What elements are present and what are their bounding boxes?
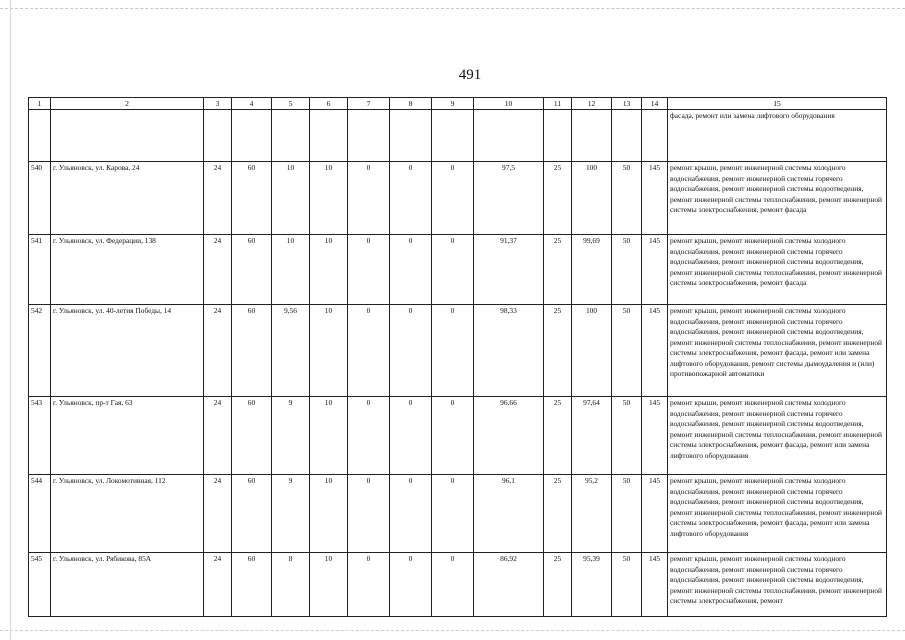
cell-col12: 100 [572,162,612,235]
cell-col10: 98,33 [474,305,544,397]
cell-col8: 0 [390,305,432,397]
cell-col7: 0 [348,475,390,553]
column-header: 2 [51,98,204,110]
cell-col7: 0 [348,235,390,305]
cell-col3: 24 [204,235,232,305]
column-header: 12 [572,98,612,110]
cell-col4: 60 [232,397,272,475]
column-header: 6 [310,98,348,110]
cell-col12: 100 [572,305,612,397]
column-header: 1 [29,98,51,110]
cell-col5: 10 [272,162,310,235]
cell-col13: 50 [612,305,642,397]
cell-col13: 50 [612,553,642,617]
building-address: г. Ульяновск, ул. 40-летия Победы, 14 [51,305,204,397]
column-header: 9 [432,98,474,110]
continued-row [29,110,887,162]
cell-col10: 91,37 [474,235,544,305]
cell-col4: 60 [232,305,272,397]
building-address: г. Ульяновск, ул. Федерации, 138 [51,235,204,305]
row-number: 545 [29,553,51,617]
cell-col7: 0 [348,162,390,235]
cell-col6: 10 [310,235,348,305]
column-header: 4 [232,98,272,110]
cell-col13: 50 [612,475,642,553]
cell-col9: 0 [432,305,474,397]
cell-col8: 0 [390,162,432,235]
works-list: ремонт крыши, ремонт инженерной системы холодного водоснабжения, ремонт инженерной системы горячего водоснабжения, ремонт инженерной системы водоотведения, ремонт инженерной системы теплоснабжения, ремонт инженерной системы электроснабжения, ремонт фасада [668,162,887,235]
cell-col13: 50 [612,397,642,475]
cell-col6: 10 [310,162,348,235]
row-number: 541 [29,235,51,305]
cell-col10: 97,5 [474,162,544,235]
cell-col9: 0 [432,553,474,617]
cell-col12: 95,39 [572,553,612,617]
cell-col3: 24 [204,397,232,475]
cell-col12: 97,64 [572,397,612,475]
table-row [29,397,887,475]
cell-col14: 145 [642,305,668,397]
row-number: 544 [29,475,51,553]
scan-left-edge [10,0,11,640]
building-address: г. Ульяновск, ул. Карова, 24 [51,162,204,235]
cell-col12: 95,2 [572,475,612,553]
works-list: фасада, ремонт или замена лифтового оборудования [668,110,887,162]
cell-col5: 8 [272,553,310,617]
cell-col9: 0 [432,235,474,305]
cell-col8: 0 [390,475,432,553]
cell-col14: 145 [642,475,668,553]
cell-col6: 10 [310,475,348,553]
cell-col10: 86,92 [474,553,544,617]
cell-col6: 10 [310,553,348,617]
cell-col8: 0 [390,397,432,475]
table-row [29,475,887,553]
cell-col7: 0 [348,305,390,397]
table-row [29,235,887,305]
table-row [29,553,887,617]
page-number: 491 [458,67,482,83]
cell-col11: 25 [544,553,572,617]
repair-program-table [28,97,887,617]
cell-col8: 0 [390,553,432,617]
table-row [29,162,887,235]
column-header: 14 [642,98,668,110]
cell-col3: 24 [204,475,232,553]
cell-col11: 25 [544,162,572,235]
cell-col11: 25 [544,235,572,305]
cell-col5: 9 [272,397,310,475]
cell-col13: 50 [612,235,642,305]
cell-col6: 10 [310,397,348,475]
column-header: 10 [474,98,544,110]
works-list: ремонт крыши, ремонт инженерной системы холодного водоснабжения, ремонт инженерной системы горячего водоснабжения, ремонт инженерной системы водоотведения, ремонт инженерной системы теплоснабжения, ремонт инженерной системы электроснабжения, ремонт фасада [668,235,887,305]
cell-col3: 24 [204,553,232,617]
cell-col4: 60 [232,553,272,617]
works-list: ремонт крыши, ремонт инженерной системы холодного водоснабжения, ремонт инженерной системы горячего водоснабжения, ремонт инженерной системы водоотведения, ремонт инженерной системы теплоснабжения, ремонт инженерной системы электроснабжения, ремонт фасада, ремонт или замена лифтового оборудования [668,475,887,553]
header-row [29,98,887,110]
column-header: 5 [272,98,310,110]
cell-col12: 99,69 [572,235,612,305]
cell-col11: 25 [544,397,572,475]
cell-col5: 9 [272,475,310,553]
cell-col9: 0 [432,397,474,475]
column-header: 13 [612,98,642,110]
row-number: 540 [29,162,51,235]
cell-col7: 0 [348,553,390,617]
cell-col4: 60 [232,162,272,235]
works-list: ремонт крыши, ремонт инженерной системы холодного водоснабжения, ремонт инженерной системы горячего водоснабжения, ремонт инженерной системы водоотведения, ремонт инженерной системы теплоснабжения, ремонт инженерной системы электроснабжения, ремонт фасада, ремонт или замена лифтового оборудования, ремонт системы дымоудаления и (или) противопожарной автоматики [668,305,887,397]
cell-col13: 50 [612,162,642,235]
cell-col4: 60 [232,475,272,553]
row-number: 543 [29,397,51,475]
table-row [29,305,887,397]
column-header: 8 [390,98,432,110]
cell-col10: 96,66 [474,397,544,475]
row-number: 542 [29,305,51,397]
works-list: ремонт крыши, ремонт инженерной системы холодного водоснабжения, ремонт инженерной системы горячего водоснабжения, ремонт инженерной системы водоотведения, ремонт инженерной системы теплоснабжения, ремонт инженерной системы электроснабжения, ремонт фасада, ремонт или замена лифтового оборудования [668,397,887,475]
cell-col6: 10 [310,305,348,397]
building-address: г. Ульяновск, ул. Рябикова, 85А [51,553,204,617]
cell-col5: 10 [272,235,310,305]
cell-col9: 0 [432,162,474,235]
cell-col3: 24 [204,305,232,397]
building-address: г. Ульяновск, ул. Локомотивная, 112 [51,475,204,553]
column-header: 7 [348,98,390,110]
cell-col11: 25 [544,305,572,397]
cell-col10: 96,1 [474,475,544,553]
cell-col11: 25 [544,475,572,553]
cell-col8: 0 [390,235,432,305]
column-header: 3 [204,98,232,110]
cell-col9: 0 [432,475,474,553]
scan-bottom-edge [0,630,905,632]
column-header: 15 [668,98,887,110]
cell-col5: 9,56 [272,305,310,397]
cell-col14: 145 [642,553,668,617]
column-header: 11 [544,98,572,110]
cell-col4: 60 [232,235,272,305]
scan-top-edge [0,0,905,9]
cell-col3: 24 [204,162,232,235]
cell-col14: 145 [642,162,668,235]
cell-col7: 0 [348,397,390,475]
cell-col14: 145 [642,397,668,475]
cell-col14: 145 [642,235,668,305]
works-list: ремонт крыши, ремонт инженерной системы холодного водоснабжения, ремонт инженерной системы горячего водоснабжения, ремонт инженерной системы водоотведения, ремонт инженерной системы теплоснабжения, ремонт инженерной системы электроснабжения, ремонт [668,553,887,617]
building-address: г. Ульяновск, пр-т Гая, 63 [51,397,204,475]
